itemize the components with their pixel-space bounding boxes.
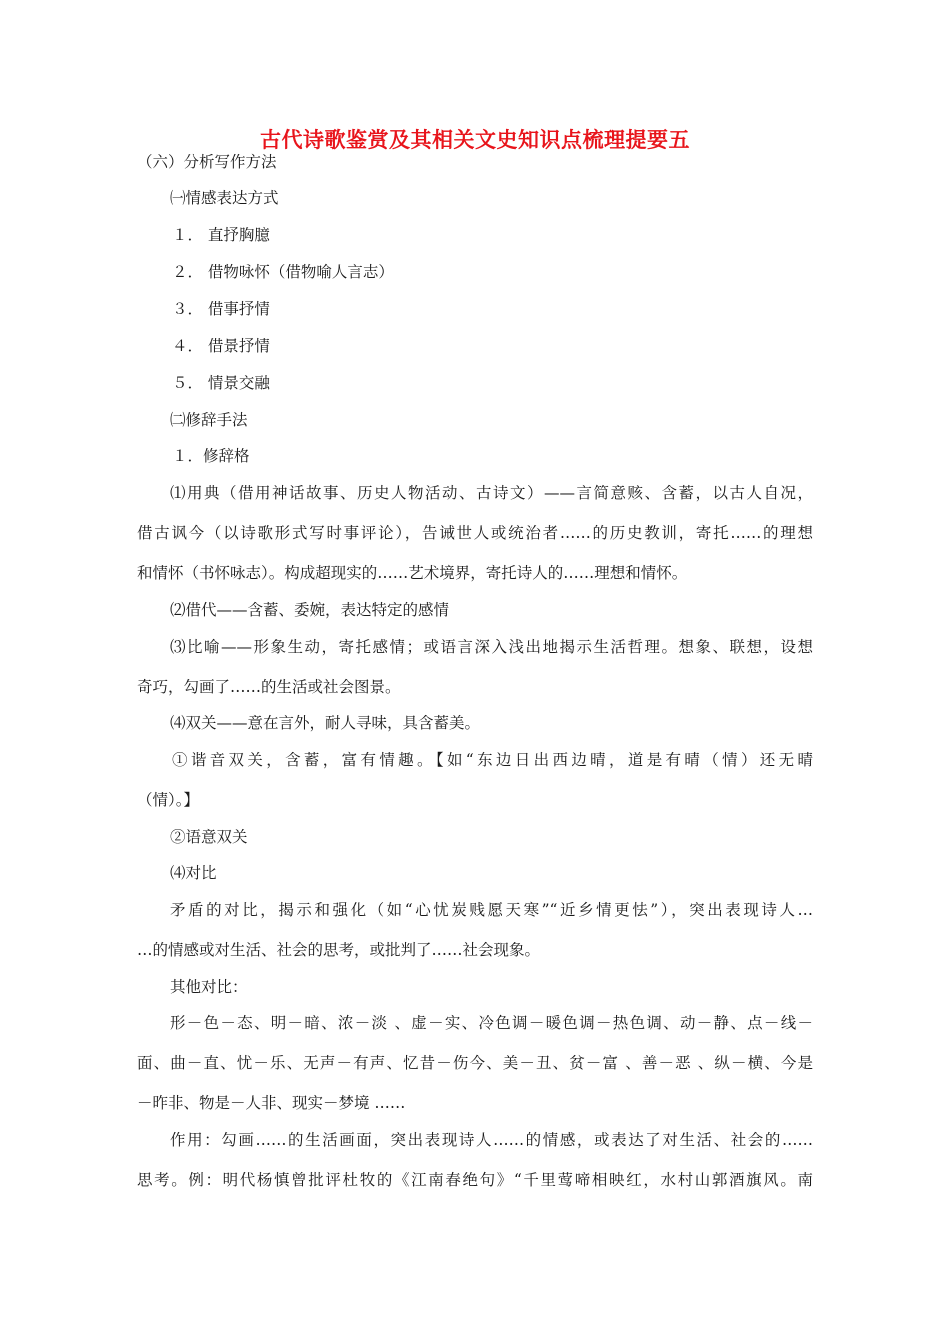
list-item: ５． 情景交融 — [172, 374, 270, 392]
paragraph-line: ⑵借代——含蓄、委婉，表达特定的感情 — [170, 601, 450, 619]
paragraph-line: （情）。】 — [137, 791, 200, 809]
list-item: ４． 借景抒情 — [172, 337, 270, 355]
paragraph-line: ①谐音双关，含蓄，富有情趣。【如“东边日出西边晴，道是有晴（情）还无晴 — [172, 751, 813, 769]
paragraph-line: ⑷双关——意在言外，耐人寻味，具含蓄美。 — [170, 714, 481, 732]
paragraph-line: 矛盾的对比，揭示和强化（如“心忧炭贱愿天寒”“近乡情更怯”），突出表现诗人… — [170, 901, 813, 919]
paragraph-line: ⑶比喻——形象生动，寄托感情；或语言深入浅出地揭示生活哲理。想象、联想，设想 — [170, 638, 813, 656]
paragraph-line: 思考。例：明代杨慎曾批评杜牧的《江南春绝句》“千里莺啼相映红，水村山郭酒旗风。南 — [137, 1171, 813, 1189]
section-heading-writing-methods: （六）分析写作方法 — [137, 153, 277, 171]
paragraph-line: －昨非、物是－人非、现实－梦境 …… — [137, 1094, 406, 1112]
paragraph-line: 作用：勾画……的生活画面，突出表现诗人……的情感，或表达了对生活、社会的…… — [170, 1131, 813, 1149]
list-item: ３． 借事抒情 — [172, 300, 270, 318]
paragraph-line: …的情感或对生活、社会的思考，或批判了……社会现象。 — [137, 941, 541, 959]
paragraph-line: ②语意双关 — [170, 828, 248, 846]
subsection-heading-emotion: ㈠情感表达方式 — [170, 189, 279, 207]
list-item: ２． 借物咏怀（借物喻人言志） — [172, 263, 394, 281]
paragraph-line: ⑷对比 — [170, 864, 217, 882]
paragraph-line: 形－色－态、明－暗、浓－淡 、虚－实、冷色调－暖色调－热色调、动－静、点－线－ — [170, 1014, 813, 1032]
paragraph-line: ⑴用典（借用神话故事、历史人物活动、古诗文）——言简意赅、含蓄，以古人自况， — [170, 484, 813, 502]
document-title: 古代诗歌鉴赏及其相关文史知识点梳理提要五 — [260, 127, 690, 152]
list-item: １．修辞格 — [172, 447, 250, 465]
paragraph-line: 面、曲－直、忧－乐、无声－有声、忆昔－伤今、美－丑、贫－富 、善－恶 、纵－横、今是 — [137, 1054, 813, 1072]
subsection-heading-rhetoric: ㈡修辞手法 — [170, 411, 248, 429]
paragraph-line: 和情怀（书怀咏志）。构成超现实的……艺术境界，寄托诗人的……理想和情怀。 — [137, 564, 688, 582]
paragraph-line: 借古讽今（以诗歌形式写时事评论），告诫世人或统治者……的历史教训，寄托……的理想 — [137, 524, 813, 542]
paragraph-line: 奇巧，勾画了……的生活或社会图景。 — [137, 678, 401, 696]
list-item: １． 直抒胸臆 — [172, 226, 270, 244]
paragraph-line: 其他对比： — [170, 978, 248, 996]
